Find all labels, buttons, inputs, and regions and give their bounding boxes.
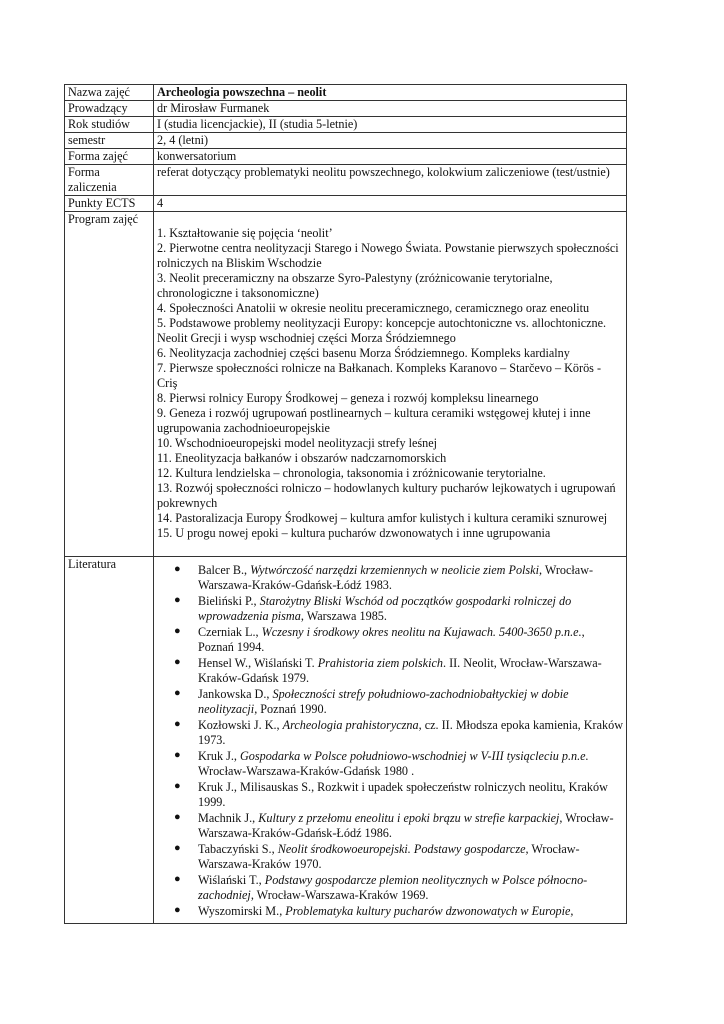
row-course-name [65,85,627,101]
literature-details: , Wrocław-Warszawa-Kraków-Gdańsk-Łódź 1986. [198,811,614,840]
literature-cell [154,557,627,924]
row-class-form [65,149,627,165]
label-ects: Punkty ECTS [65,196,154,212]
row-literature [65,557,627,924]
literature-title: Społeczności strefy południowo-zachodniobałtyckiej w dobie neolityzacji [198,687,569,716]
literature-item [154,594,623,624]
label-program: Program zajęć [65,212,154,557]
row-ects [65,196,627,212]
literature-item [154,563,623,593]
course-info-table [64,84,627,924]
literature-item [154,625,623,655]
literature-author: Tabaczyński S., [198,842,278,856]
literature-item [154,811,623,841]
label-semester: semestr [65,133,154,149]
literature-details: . II. Neolit, Wrocław-Warszawa-Kraków-Gdańsk 1979. [198,656,602,685]
literature-title: Podstawy gospodarcze plemion neolitycznych w Polsce północno-zachodniej [198,873,588,902]
literature-author: Jankowska D., [198,687,273,701]
literature-item [154,842,623,872]
label-assessment-form: Forma zaliczenia [65,165,154,196]
program-item: 5. Podstawowe problemy neolityzacji Europy: koncepcje autochtoniczne vs. allochtoniczne. Neolit Grecji i wysp wschodniej części Morza Śródziemnego [157,316,607,345]
literature-details: , Warszawa 1985. [300,609,387,623]
literature-author: Bieliński P., [198,594,260,608]
label-class-form: Forma zajęć [65,149,154,165]
literature-item [154,873,623,903]
literature-item [154,749,623,779]
literature-details: , Poznań 1990. [254,702,327,716]
literature-title: Starożytny Bliski Wschód od początków gospodarki rolniczej do wprowadzenia pisma [198,594,572,623]
value-ects: 4 [154,196,627,212]
literature-title: Gospodarka w Polsce południowo-wschodniej w V-III tysiącleciu p.n.e. [239,749,589,763]
program-item: 14. Pastoralizacja Europy Środkowej – kultura amfor kulistych i kultura ceramiki sznurowej [157,511,608,525]
value-course-name: Archeologia powszechna – neolit [154,85,627,101]
value-study-year: I (studia licencjackie), II (studia 5-letnie) [154,117,627,133]
value-assessment-form: referat dotyczący problematyki neolitu powszechnego, kolokwium zaliczeniowe (test/ustnie) [154,165,627,196]
program-item: 9. Geneza i rozwój ugrupowań postlinearnych – kultura ceramiki wstęgowej kłutej i inne ugrupowania zachodnioeuropejskie [157,406,591,435]
label-course-name: Nazwa zajęć [65,85,154,101]
program-item: 10. Wschodnioeuropejski model neolityzacji strefy leśnej [157,436,438,450]
literature-title: Archeologia prahistoryczna, [282,718,422,732]
literature-details: , Wrocław-Warszawa-Kraków 1969. [250,888,429,902]
literature-details: , Poznań 1994. [198,625,585,654]
program-item: 1. Kształtowanie się pojęcia ‘neolit’ [157,226,333,240]
literature-details: cz. II. Młodsza epoka kamienia, Kraków 1973. [198,718,624,747]
value-class-form: konwersatorium [154,149,627,165]
label-study-year: Rok studiów [65,117,154,133]
program-item: 13. Rozwój społeczności rolniczo – hodowlanych kultury pucharów lejkowatych i ugrupowań pokrewnych [157,481,616,510]
literature-details: Wrocław-Warszawa-Kraków 1970. [198,842,580,871]
program-item: 2. Pierwotne centra neolityzacji Starego i Nowego Świata. Powstanie pierwszych społeczności rolniczych na Bliskim Wschodzie [157,241,619,270]
program-item: 3. Neolit preceramiczny na obszarze Syro-Palestyny (zróżnicowanie terytorialne, chronologiczne i taksonomiczne) [157,271,553,300]
literature-item [154,656,623,686]
literature-details: Wrocław-Warszawa-Kraków-Gdańsk 1980 . [198,764,415,778]
literature-author: Hensel W., Wiślański T. [198,656,318,670]
literature-title: Wczesny i środkowy okres neolitu na Kujawach. 5400-3650 p.n.e. [261,625,582,639]
program-item: 8. Pierwsi rolnicy Europy Środkowej – geneza i rozwój kompleksu linearnego [157,391,539,405]
literature-title: Wytwórczość narzędzi krzemiennych w neolicie ziem Polski, [250,563,543,577]
row-assessment-form [65,165,627,196]
literature-item [154,687,623,717]
literature-author: Kruk J., Milisauskas S., Rozkwit i upadek społeczeństw rolniczych neolitu, Kraków 1999. [198,780,608,809]
row-instructor [65,101,627,117]
literature-author: Machnik J., [198,811,259,825]
literature-author: Wyszomirski M., [198,904,286,918]
program-item: 11. Eneolityzacja bałkanów i obszarów nadczarnomorskich [157,451,447,465]
label-literature: Literatura [65,557,154,924]
program-item: 6. Neolityzacja zachodniej części basenu Morza Śródziemnego. Kompleks kardialny [157,346,570,360]
label-instructor: Prowadzący [65,101,154,117]
literature-author: Wiślański T., [198,873,265,887]
literature-author: Kozłowski J. K., [198,718,283,732]
literature-title: Prahistoria ziem polskich [317,656,443,670]
literature-author: Kruk J., [198,749,240,763]
literature-title: Kultury z przełomu eneolitu i epoki brązu w strefie karpackiej [258,811,560,825]
value-instructor: dr Mirosław Furmanek [154,101,627,117]
row-study-year [65,117,627,133]
literature-title: Neolit środkowoeuropejski. Podstawy gospodarcze, [277,842,529,856]
value-semester: 2, 4 (letni) [154,133,627,149]
literature-item [154,718,623,748]
literature-author: Balcer B., [198,563,251,577]
program-item: 4. Społeczności Anatolii w okresie neolitu preceramicznego, ceramicznego oraz eneolitu [157,301,590,315]
literature-title: Problematyka kultury pucharów dzwonowatych w Europie, [285,904,574,918]
program-item: 12. Kultura lendzielska – chronologia, taksonomia i zróżnicowanie terytorialne. [157,466,546,480]
literature-item [154,904,623,919]
row-semester [65,133,627,149]
literature-list [154,563,623,919]
literature-item [154,780,623,810]
program-item: 15. U progu nowej epoki – kultura pucharów dzwonowatych i inne ugrupowania [157,526,551,540]
program-item: 7. Pierwsze społeczności rolnicze na Bałkanach. Kompleks Karanovo – Starčevo – Körös - Criş [157,361,602,390]
program-list [154,212,627,557]
literature-details: Wrocław-Warszawa-Kraków-Gdańsk-Łódź 1983. [198,563,594,592]
row-program [65,212,627,557]
literature-author: Czerniak L., [198,625,262,639]
